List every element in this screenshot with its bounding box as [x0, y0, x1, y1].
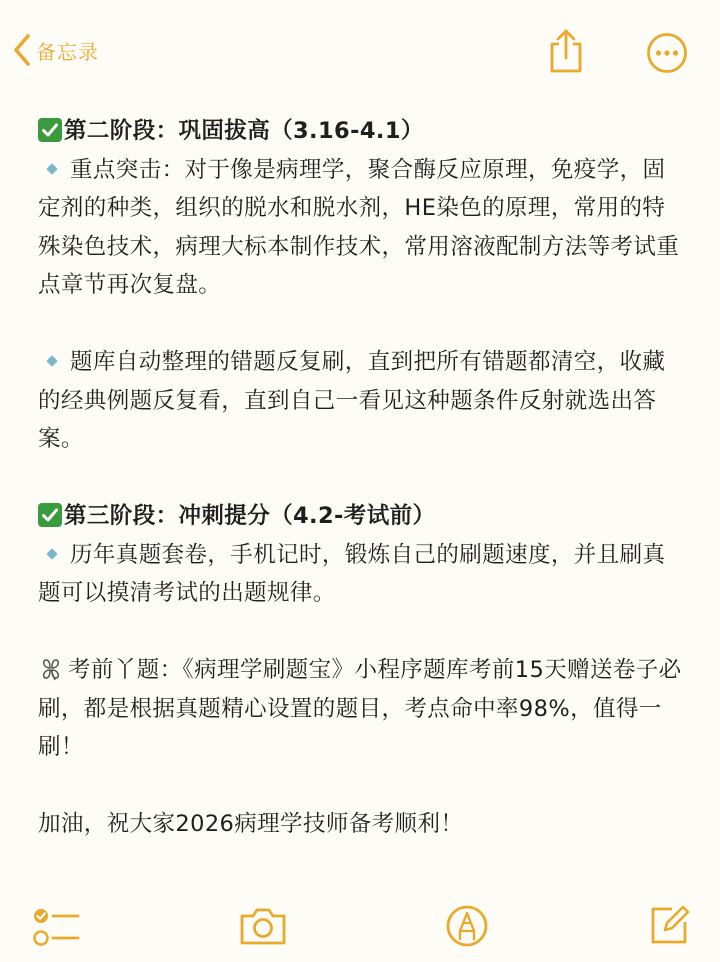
blank-line: [38, 613, 688, 652]
check-mark-icon: [38, 503, 62, 527]
checklist-icon: [32, 906, 80, 948]
tip-line: [38, 651, 688, 767]
four-leaf-clover-icon: [38, 657, 64, 681]
markup-pen-icon: [446, 904, 488, 948]
diamond-bullet-icon: [46, 355, 57, 366]
stage3-item-1-text: 历年真题套卷，手机记时，锻炼自己的刷题速度，并且刷真题可以摸清考试的出题规律。: [38, 541, 666, 606]
share-button[interactable]: [547, 28, 585, 74]
blank-line: [38, 459, 688, 498]
stage3-heading: 第三阶段：冲刺提分（4.2-考试前）: [64, 503, 436, 529]
stage3-heading-line: [38, 497, 688, 536]
checklist-button[interactable]: [32, 906, 80, 948]
top-navigation-bar: [0, 0, 720, 100]
compose-icon: [648, 904, 690, 946]
stage2-item-2: [38, 343, 688, 459]
closing-line: 加油，祝大家2026病理学技师备考顺利！: [38, 811, 464, 837]
camera-icon: [238, 906, 288, 946]
back-label: 备忘录: [36, 39, 99, 64]
bottom-toolbar: [0, 890, 720, 962]
more-button[interactable]: [646, 32, 688, 74]
check-mark-icon: [38, 118, 62, 142]
share-icon: [547, 59, 585, 78]
stage2-heading: 第二阶段：巩固拔高（3.16-4.1）: [64, 118, 424, 144]
blank-line: [38, 305, 688, 344]
stage2-item-1: [38, 151, 688, 305]
tip-text: 考前丫题：《病理学刷题宝》小程序题库考前15天赠送卷子必刷，都是根据真题精心设置的题目，考点命中率98%，值得一刷！: [38, 657, 682, 760]
stage2-item-2-text: 题库自动整理的错题反复刷，直到把所有错题都清空，收藏的经典例题反复看，直到自己一看见这种题条件反射就选出答案。: [38, 349, 666, 452]
chevron-left-icon: [12, 32, 32, 68]
blank-line: [38, 767, 688, 806]
compose-button[interactable]: [648, 904, 690, 946]
back-button[interactable]: [12, 30, 99, 70]
stage2-heading-line: [38, 112, 688, 151]
markup-button[interactable]: [446, 904, 488, 948]
diamond-bullet-icon: [46, 163, 57, 174]
note-body[interactable]: [38, 112, 688, 844]
stage2-item-1-text: 重点突击：对于像是病理学，聚合酶反应原理，免疫学，固定剂的种类，组织的脱水和脱水剂，HE染色的原理，常用的特殊染色技术，病理大标本制作技术，常用溶液配制方法等考试重点章节再次复盘。: [38, 156, 680, 298]
stage3-item-1: [38, 536, 688, 613]
camera-button[interactable]: [238, 906, 288, 946]
diamond-bullet-icon: [46, 548, 57, 559]
more-icon: [646, 59, 688, 78]
